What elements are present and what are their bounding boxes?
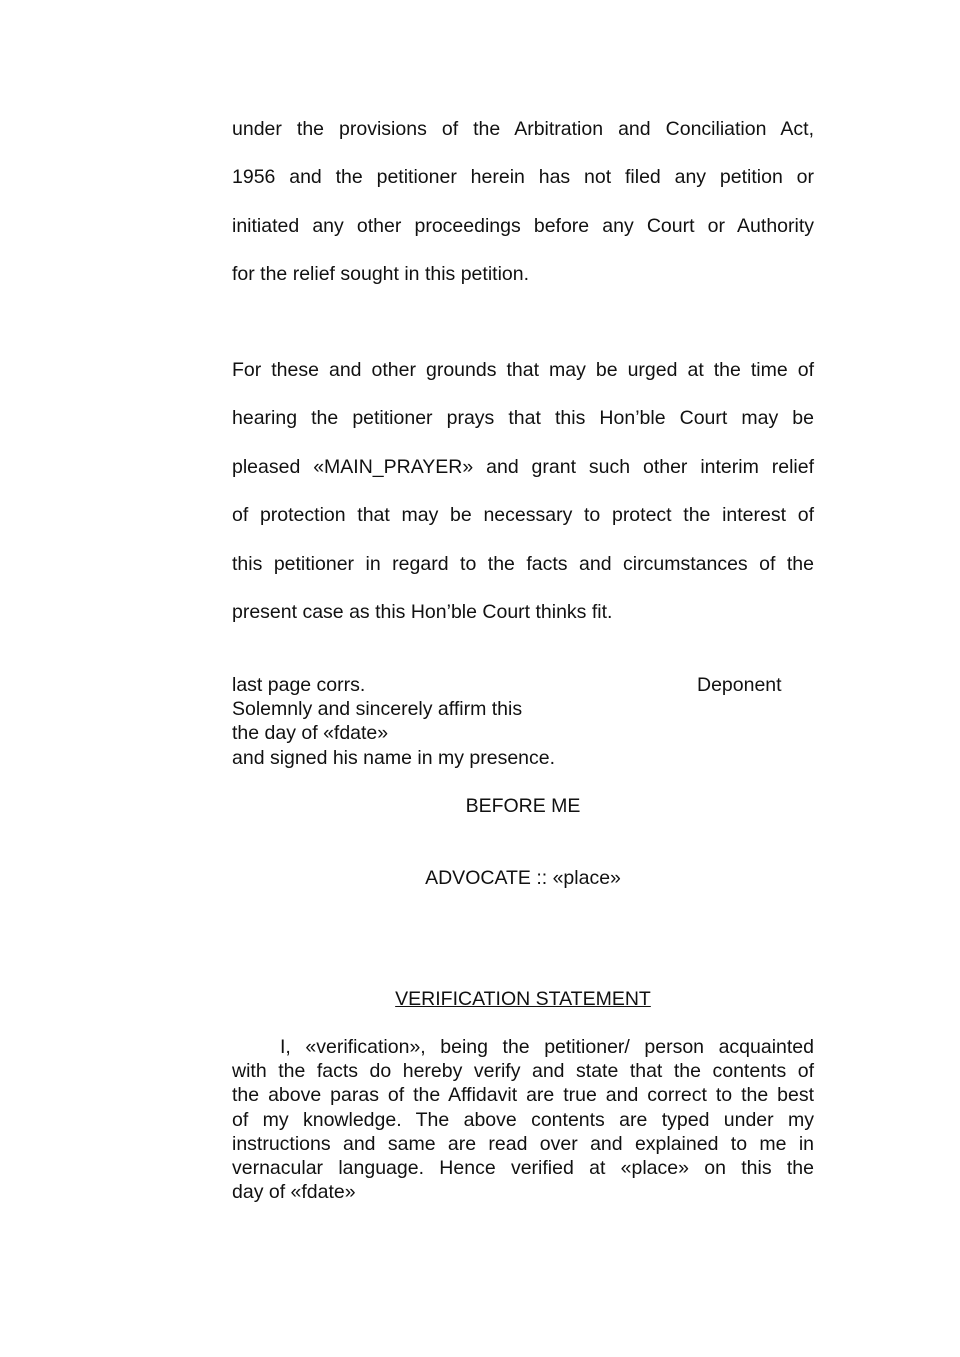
- verification-line: I, «verification», being the petitioner/ person acquainted: [280, 1036, 814, 1058]
- verification-line: instructions and same are read over and explained to me in: [232, 1132, 814, 1155]
- paragraph-line: under the provisions of the Arbitration and Conciliation Act,: [232, 118, 814, 140]
- verification-line: day of «fdate»: [232, 1181, 356, 1204]
- verification-line: of my knowledge. The above contents are typed under my: [232, 1108, 814, 1131]
- paragraph-line: For these and other grounds that may be urged at the time of: [232, 359, 814, 381]
- verification-heading: VERIFICATION STATEMENT: [395, 988, 651, 1010]
- affirmation-line: and signed his name in my presence.: [232, 746, 556, 769]
- paragraph-line: hearing the petitioner prays that this Hon’ble Court may be: [232, 407, 814, 430]
- affirmation-line: last page corrs.: [232, 674, 366, 696]
- paragraph-line: initiated any other proceedings before any Court or Authority: [232, 214, 814, 237]
- affirmation-block: [232, 673, 555, 770]
- paragraph-line: pleased «MAIN_PRAYER» and grant such other interim relief: [232, 455, 814, 478]
- verification-line: vernacular language. Hence verified at «place» on this the: [232, 1157, 814, 1180]
- verification-statement: [232, 1035, 814, 1204]
- paragraph-line: 1956 and the petitioner herein has not filed any petition or: [232, 166, 814, 189]
- affirmation-line: Solemnly and sincerely affirm this: [232, 698, 523, 721]
- before-me-label: BEFORE ME: [465, 795, 581, 817]
- paragraph-line: this petitioner in regard to the facts and circumstances of the: [232, 552, 814, 575]
- paragraph-line: present case as this Hon’ble Court thinks fit.: [232, 601, 613, 624]
- paragraph-prayer: [232, 346, 814, 636]
- affirmation-line: the day of «fdate»: [232, 722, 389, 745]
- paragraph-line: for the relief sought in this petition.: [232, 263, 530, 286]
- verification-line: with the facts do hereby verify and state that the contents of: [232, 1060, 814, 1083]
- paragraph-line: of protection that may be necessary to protect the interest of: [232, 504, 814, 527]
- deponent-label: Deponent: [697, 674, 782, 696]
- advocate-label: ADVOCATE :: «place»: [425, 867, 621, 889]
- paragraph-arbitration-statement: [232, 105, 814, 299]
- verification-line: the above paras of the Affidavit are true and correct to the best: [232, 1084, 814, 1107]
